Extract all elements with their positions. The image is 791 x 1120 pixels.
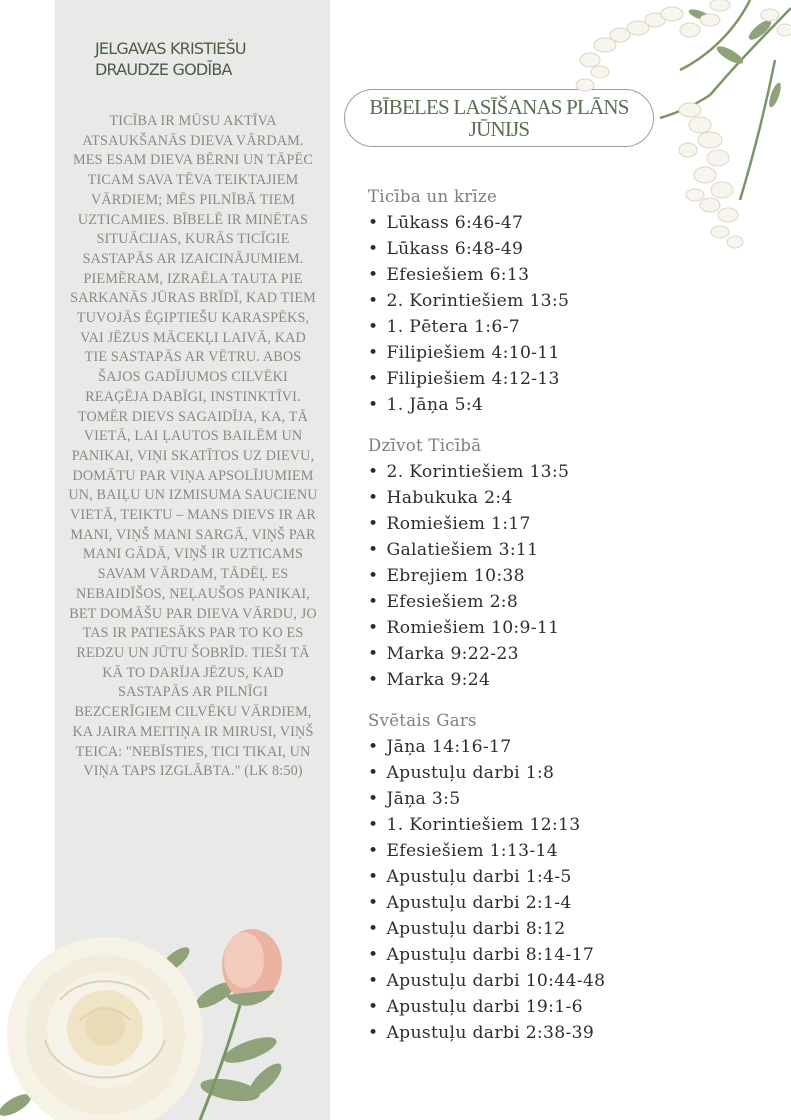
list-item: • Filipiešiem 4:12-13	[368, 366, 658, 392]
list-item: • Apustuļu darbi 19:1-6	[368, 994, 658, 1020]
section-title: Svētais Gars	[368, 711, 477, 730]
section-title: Ticība un krīze	[368, 187, 498, 206]
church-name	[95, 38, 315, 80]
list-item: • Romiešiem 10:9-11	[368, 615, 658, 641]
list-item: • Apustuļu darbi 2:38-39	[368, 1020, 658, 1046]
section-title: Dzīvot Ticībā	[368, 436, 482, 455]
list-item: • Habukuka 2:4	[368, 485, 658, 511]
section-living-by-faith	[368, 433, 658, 693]
church-name-line2: DRAUDZE GODĪBA	[95, 60, 232, 79]
list-item: • Galatiešiem 3:11	[368, 537, 658, 563]
list-item: • Apustuļu darbi 2:1-4	[368, 890, 658, 916]
church-name-line1: JELGAVAS KRISTIEŠU	[95, 39, 246, 58]
list-item: • Efesiešiem 2:8	[368, 589, 658, 615]
list-item: • Apustuļu darbi 1:4-5	[368, 864, 658, 890]
list-item: • 1. Pētera 1:6-7	[368, 314, 658, 340]
page-title-line2: JŪNIJS	[468, 117, 530, 141]
section-holy-spirit	[368, 708, 658, 1046]
reading-plan	[368, 184, 658, 1061]
list-item: • Apustuļu darbi 10:44-48	[368, 968, 658, 994]
list-item: • Marka 9:22-23	[368, 641, 658, 667]
list-item: • Ebrejiem 10:38	[368, 563, 658, 589]
list-item: • Efesiešiem 6:13	[368, 262, 658, 288]
list-item: • 1. Jāņa 5:4	[368, 392, 658, 418]
page-title-line1: BĪBELES LASĪŠANAS PLĀNS	[369, 95, 629, 119]
white-rose-icon	[0, 920, 300, 1120]
list-item: • Marka 9:24	[368, 667, 658, 693]
list-item: • Apustuļu darbi 8:14-17	[368, 942, 658, 968]
acacia-flowers-icon	[560, 0, 791, 255]
list-item: • 2. Korintiešiem 13:5	[368, 288, 658, 314]
list-item: • Lūkass 6:46-47	[368, 210, 658, 236]
faith-intro-text: TICĪBA IR MŪSU AKTĪVA ATSAUKŠANĀS DIEVA VĀRDAM. MES ESAM DIEVA BĒRNI UN TĀPĒC TICAM SAVA TĒVA TEIKTAJIEM VĀRDIEM; MĒS PILNĪBĀ TIEM UZTICAMIES. BĪBELĒ IR MINĒTAS SITUĀCIJAS, KURĀS TICĪGIE SASTAPĀS AR IZAICINĀJUMIEM. PIEMĒRAM, IZRAĒLA TAUTA PIE SARKANĀS JŪRAS BRĪDĪ, KAD TIEM TUVOJĀS ĒĢIPTIEŠU KARASPĒKS, VAI JĒZUS MĀCEKĻI LAIVĀ, KAD TIE SASTAPĀS AR VĒTRU. ABOS ŠAJOS GADĪJUMOS CILVĒKI REAĢĒJA DABĪGI, INSTINKTĪVI. TOMĒR DIEVS SAGAIDĪJA, KA, TĀ VIETĀ, LAI ĻAUTOS BAILĒM UN PANIKAI, VIŅI SKATĪTOS UZ DIEVU, DOMĀTU PAR VIŅA APSOLĪJUMIEM UN, BAIĻU UN IZMISUMA SAUCIENU VIETĀ, TEIKTU – MANS DIEVS IR AR MANI, VIŅŠ MANI SARGĀ, VIŅŠ PAR MANI GĀDĀ, VIŅŠ IR UZTICAMS SAVAM VĀRDAM, TĀDĒĻ ES NEBAIDĪŠOS, NEĻAUŠOS PANIKAI, BET DOMĀŠU PAR DIEVA VĀRDU, JO TAS IR PATIESĀKS PAR TO KO ES REDZU UN JŪTU ŠOBRĪD. TIEŠI TĀ KĀ TO DARĪJA JĒZUS, KAD SASTAPĀS AR PILNĪGI BEZCERĪGIEM CILVĒKU VĀRDIEM, KA JAIRA MEITIŅA IR MIRUSI, VIŅŠ TEICA: "NEBĪSTIES, TICI TIKAI, UN VIŅA TAPS IZGLĀBTA." (LK 8:50)	[68, 113, 318, 780]
list-item: • Filipiešiem 4:10-11	[368, 340, 658, 366]
list-item: • Apustuļu darbi 1:8	[368, 760, 658, 786]
list-item: • 2. Korintiešiem 13:5	[368, 459, 658, 485]
list-item: • Lūkass 6:48-49	[368, 236, 658, 262]
list-item: • Jāņa 3:5	[368, 786, 658, 812]
list-item: • 1. Korintiešiem 12:13	[368, 812, 658, 838]
list-item: • Apustuļu darbi 8:12	[368, 916, 658, 942]
list-item: • Efesiešiem 1:13-14	[368, 838, 658, 864]
list-item: • Jāņa 14:16-17	[368, 734, 658, 760]
list-item: • Romiešiem 1:17	[368, 511, 658, 537]
